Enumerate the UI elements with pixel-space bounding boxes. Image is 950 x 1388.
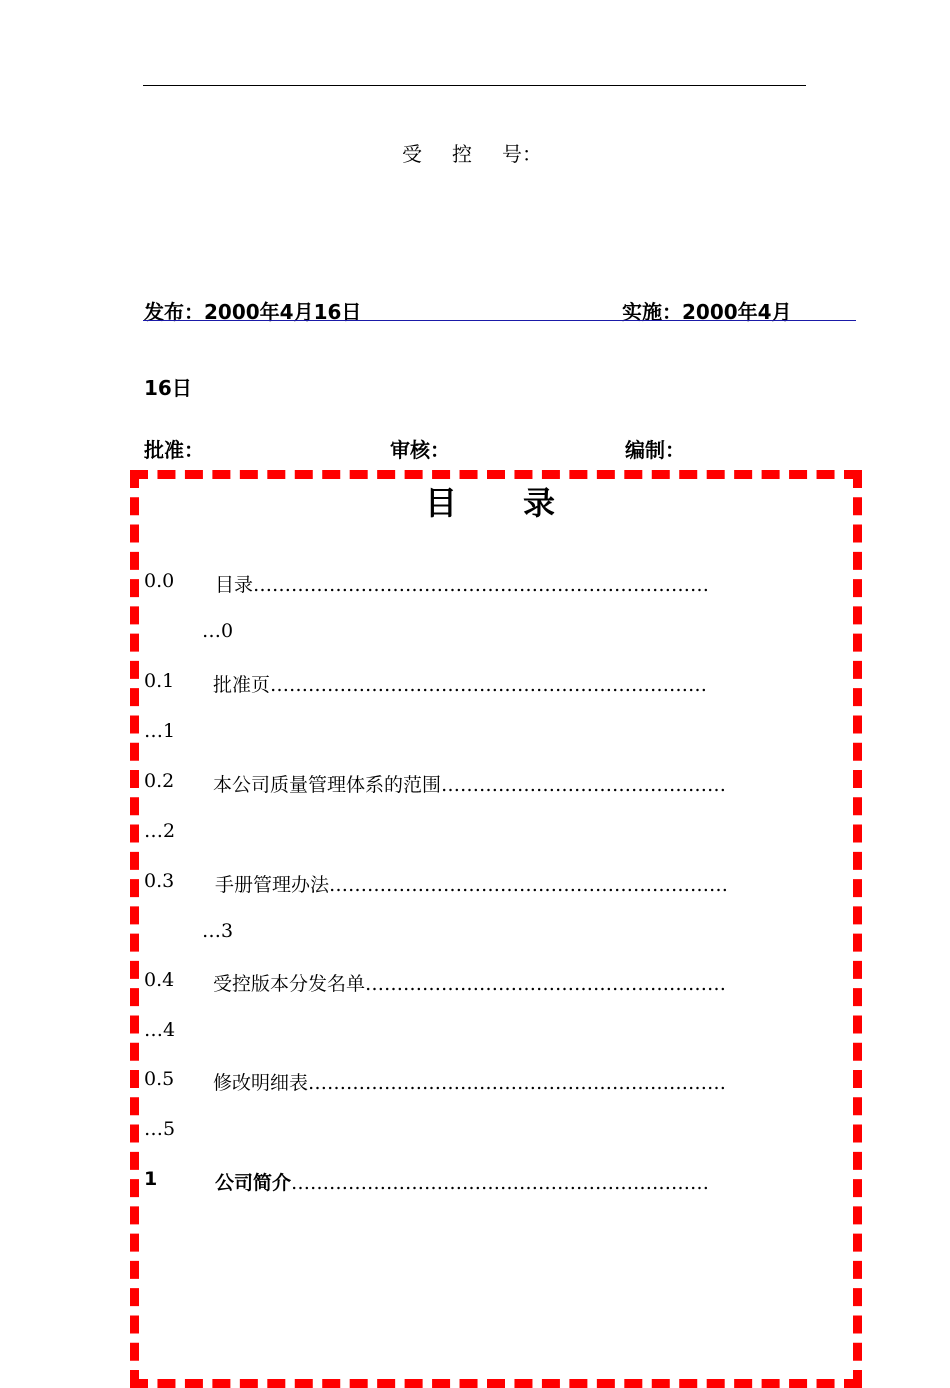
toc-leader-dots: …………………………………………………………… bbox=[270, 674, 708, 696]
control-char-3: 号： bbox=[502, 142, 542, 166]
toc-entry[interactable] bbox=[213, 670, 707, 697]
toc-entry-title: 修改明细表 bbox=[213, 1072, 309, 1094]
toc-leader-dots: ………………………………………………… bbox=[365, 973, 727, 995]
review-label: 审核： bbox=[390, 438, 450, 462]
control-char-1: 受 bbox=[402, 142, 422, 166]
toc-entry-title: 手册管理办法 bbox=[215, 874, 330, 896]
toc-title-char-1: 目 bbox=[425, 484, 458, 522]
toc-leader-dots: ……………………………………… bbox=[441, 774, 727, 796]
toc-entry[interactable] bbox=[215, 570, 709, 597]
implement-date: 实施：2000年4月 bbox=[622, 300, 792, 324]
toc-leader-dots: ………………………………………………………… bbox=[308, 1072, 727, 1094]
toc-entry-page: …5 bbox=[144, 1118, 176, 1140]
toc-entry-num: 0.3 bbox=[144, 870, 175, 892]
approve-label: 批准： bbox=[144, 438, 204, 462]
toc-entry-page: …2 bbox=[144, 820, 176, 842]
toc-leader-dots: ………………………………………………………… bbox=[291, 1172, 710, 1194]
toc-leader-dots: ……………………………………………………… bbox=[329, 874, 729, 896]
toc-entry-title: 批准页 bbox=[213, 674, 271, 696]
toc-entry-num: 0.4 bbox=[144, 969, 175, 991]
toc-entry-title: 本公司质量管理体系的范围 bbox=[213, 774, 442, 796]
compile-label: 编制： bbox=[625, 438, 685, 462]
toc-leader-dots: ……………………………………………………………… bbox=[253, 574, 710, 596]
toc-title bbox=[425, 478, 555, 524]
publish-date: 发布：2000年4月16日 bbox=[144, 300, 362, 324]
control-number-label bbox=[402, 138, 542, 167]
toc-entry-page: …3 bbox=[202, 920, 234, 942]
toc-entry[interactable] bbox=[213, 969, 726, 996]
toc-entry-num: 0.5 bbox=[144, 1068, 175, 1090]
toc-entry-page: …4 bbox=[144, 1019, 176, 1041]
toc-entry-title: 受控版本分发名单 bbox=[213, 973, 366, 995]
toc-entry-page: …0 bbox=[202, 620, 234, 642]
toc-entry-title: 目录 bbox=[215, 574, 254, 596]
toc-entry-page: …1 bbox=[144, 720, 176, 742]
toc-entry[interactable] bbox=[215, 870, 728, 897]
toc-entry-num: 1 bbox=[144, 1168, 158, 1190]
toc-entry[interactable] bbox=[215, 1168, 709, 1195]
toc-entry[interactable] bbox=[213, 770, 726, 797]
toc-frame bbox=[130, 470, 862, 1388]
top-rule bbox=[143, 85, 806, 86]
implement-date-wrap: 16日 bbox=[144, 376, 192, 400]
toc-entry[interactable] bbox=[213, 1068, 726, 1095]
toc-entry-num: 0.0 bbox=[144, 570, 175, 592]
toc-title-char-2: 录 bbox=[523, 484, 556, 522]
control-char-2: 控 bbox=[452, 142, 472, 166]
toc-entry-num: 0.1 bbox=[144, 670, 175, 692]
toc-entry-title: 公司简介 bbox=[215, 1172, 292, 1194]
toc-entry-num: 0.2 bbox=[144, 770, 175, 792]
publish-underline bbox=[143, 320, 856, 321]
